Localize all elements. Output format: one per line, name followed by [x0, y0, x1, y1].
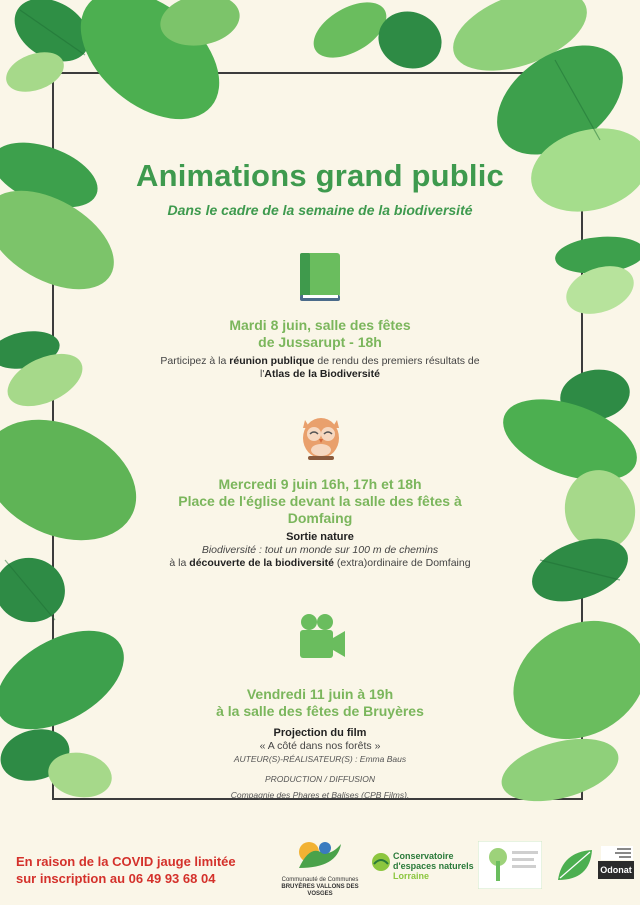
event1-title: Mardi 8 juin, salle des fêtes de Jussarupt - 18h	[229, 317, 411, 350]
camera-icon	[297, 612, 347, 660]
event2-description: Sortie nature Biodiversité : tout un monde sur 100 m de chemins à la découverte de la biodiversité (extra)ordinaire de Domfaing	[169, 531, 471, 569]
communaute-logo-icon	[295, 838, 343, 874]
flower-logo-icon	[478, 841, 542, 889]
event2-title: Mercredi 9 juin 16h, 17h et 18h Place de l'église devant la salle des fêtes à Domfaing	[178, 476, 462, 526]
communaute-logo: Communauté de Communes BRUYÈRES VALLONS DES VOSGES	[281, 877, 359, 897]
covid-notice: En raison de la COVID jauge limitée sur inscription au 06 49 93 68 04	[16, 854, 236, 886]
page-subtitle: Dans le cadre de la semaine de la biodiversité	[167, 202, 473, 218]
event3-title: Vendredi 11 juin à 19h à la salle des fêtes de Bruyères	[216, 686, 424, 719]
odonat-text-icon	[601, 846, 633, 860]
odonat-top	[601, 846, 633, 860]
leaf-logo-icon	[556, 848, 594, 884]
event3-description: Projection du film « A côté dans nos forêts » AUTEUR(S)-RÉALISATEUR(S) : Emma Baus PRODUCTION / DIFFUSION Compagnie des Phares et Balises (CPB Films),	[230, 727, 410, 800]
odonat-logo: Odonat	[598, 861, 634, 879]
page-title: Animations grand public	[135, 158, 504, 193]
event1-description: Participez à la réunion publique de rendu des premiers résultats de l'Atlas de la Biodiversité	[160, 355, 480, 380]
owl-icon	[300, 410, 342, 462]
conservatoire-logo-icon	[371, 852, 391, 872]
book-icon	[298, 251, 342, 303]
conservatoire-logo: Conservatoire d'espaces naturels Lorraine	[393, 851, 474, 881]
